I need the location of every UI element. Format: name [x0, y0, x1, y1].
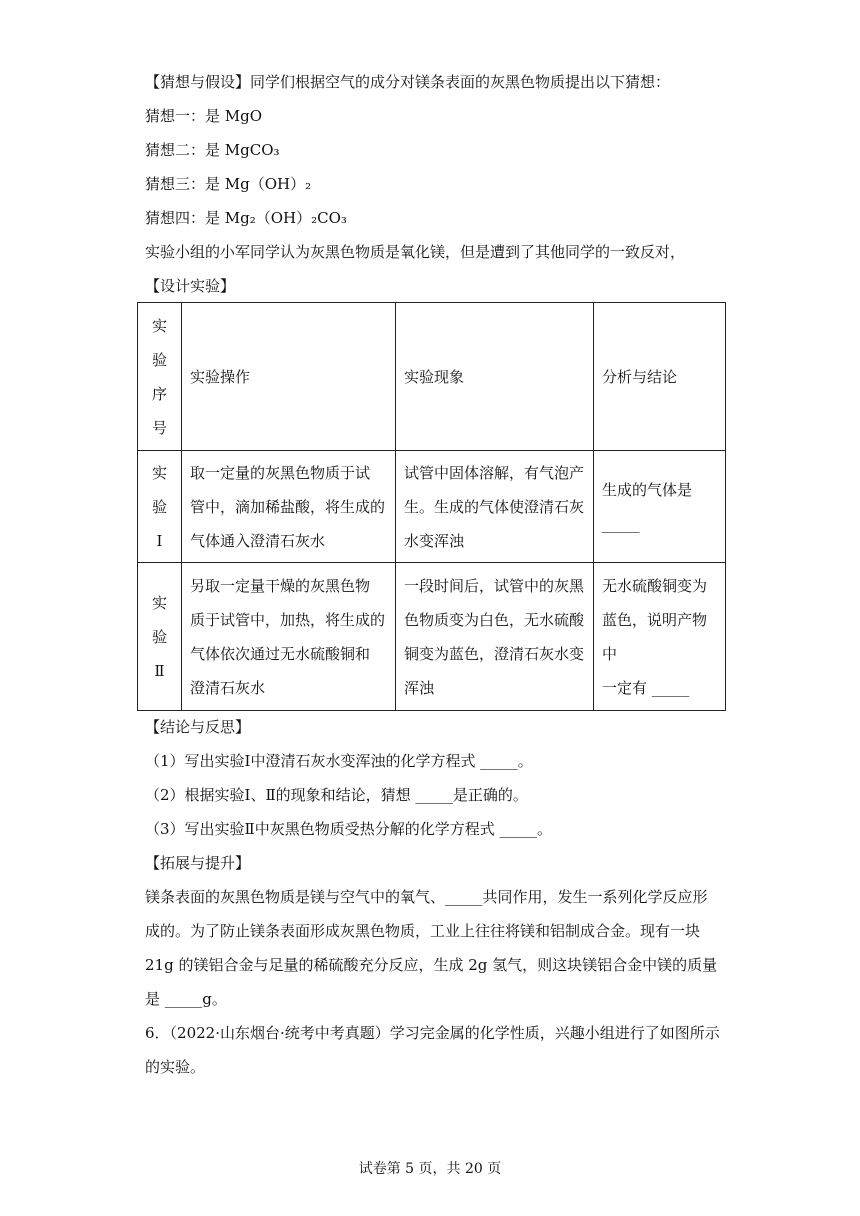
vertical-text-char: Ⅱ — [154, 661, 165, 680]
extension-line: 镁条表面的灰黑色物质是镁与空气中的氧气、_____共同作用，发生一系列化学反应形 — [145, 888, 708, 906]
hypothesis-header: 【猜想与假设】同学们根据空气的成分对镁条表面的灰黑色物质提出以下猜想： — [145, 73, 671, 91]
objection-text: 实验小组的小军同学认为灰黑色物质是氧化镁，但是遭到了其他同学的一致反对， — [145, 243, 686, 261]
page-footer: 试卷第 5 页，共 20 页 — [358, 1161, 502, 1177]
guess-formula: MgO — [224, 107, 263, 125]
vertical-text-char: Ⅰ — [156, 531, 163, 550]
table-row — [138, 563, 726, 711]
guess-2 — [145, 140, 280, 160]
question-1: （1）写出实验Ⅰ中澄清石灰水变浑浊的化学方程式 _____。 — [145, 752, 533, 770]
cell-line: 铜变为蓝色，澄清石灰水变 — [404, 644, 585, 663]
row-id-cell — [138, 563, 182, 711]
extension-line: 21g 的镁铝合金与足量的稀硫酸充分反应，生成 2g 氢气，则这块镁铝合金中镁的质量 — [145, 956, 718, 974]
guess-formula: Mg₂（OH）₂CO₃ — [224, 209, 347, 227]
operation-cell — [182, 451, 396, 563]
guess-label: 猜想三：是 — [145, 175, 225, 193]
header-cell-operation: 实验操作 — [182, 303, 396, 451]
guess-label: 猜想二：是 — [145, 141, 225, 159]
cell-line: 管中，滴加稀盐酸，将生成的 — [190, 497, 386, 516]
next-question-line: 的实验。 — [145, 1058, 206, 1076]
vertical-text-char: 验 — [151, 350, 167, 369]
row-id-cell — [138, 451, 182, 563]
extension-header: 【拓展与提升】 — [145, 854, 251, 872]
guess-3 — [145, 174, 311, 194]
cell-line: 质于试管中，加热，将生成的 — [190, 610, 386, 629]
phenomenon-cell — [396, 451, 594, 563]
guess-4 — [145, 208, 347, 228]
guess-formula: MgCO₃ — [224, 141, 280, 159]
cell-line: 水变浑浊 — [404, 531, 465, 550]
operation-cell — [182, 563, 396, 711]
cell-line: 试管中固体溶解，有气泡产 — [404, 463, 585, 482]
header-cell-id — [138, 303, 182, 451]
cell-line: 无水硫酸铜变为 — [602, 576, 708, 595]
question-3: （3）写出实验Ⅱ中灰黑色物质受热分解的化学方程式 _____。 — [145, 820, 553, 838]
cell-line: 澄清石灰水 — [190, 678, 266, 697]
cell-line: 取一定量的灰黑色物质于试 — [190, 463, 371, 482]
conclusion-cell — [594, 451, 726, 563]
conclusion-header: 【结论与反思】 — [145, 718, 251, 736]
cell-line: 气体依次通过无水硫酸铜和 — [190, 644, 371, 663]
question-2: （2）根据实验Ⅰ、Ⅱ的现象和结论，猜想 _____是正确的。 — [145, 786, 528, 804]
table-header-row — [138, 303, 726, 451]
extension-line: 成的。为了防止镁条表面形成灰黑色物质，工业上往往将镁和铝制成合金。现有一块 — [145, 922, 701, 940]
header-cell-phenomenon: 实验现象 — [396, 303, 594, 451]
cell-line: 色物质变为白色，无水硫酸 — [404, 610, 585, 629]
extension-line: 是 _____g。 — [145, 990, 227, 1008]
cell-line: 浑浊 — [404, 678, 435, 697]
table-row — [138, 451, 726, 563]
guess-formula: Mg（OH）₂ — [224, 175, 312, 193]
guess-1 — [145, 106, 262, 126]
cell-line: 蓝色，说明产物中 — [602, 610, 708, 663]
header-cell-conclusion: 分析与结论 — [594, 303, 726, 451]
cell-line: 气体通入澄清石灰水 — [190, 531, 326, 550]
conclusion-cell — [594, 563, 726, 711]
cell-line: 一定有 _____ — [602, 678, 690, 697]
vertical-text-char: 实 — [151, 316, 167, 335]
phenomenon-cell — [396, 563, 594, 711]
experiment-table — [137, 302, 726, 711]
vertical-text-char: 验 — [151, 627, 167, 646]
vertical-text-char: 序 — [151, 384, 167, 403]
cell-line: 另取一定量干燥的灰黑色物 — [190, 576, 371, 595]
vertical-text-char: 实 — [151, 463, 167, 482]
guess-label: 猜想一：是 — [145, 107, 225, 125]
cell-line: _____ — [602, 514, 640, 533]
cell-line: 生成的气体是 — [602, 480, 693, 499]
vertical-text-char: 实 — [151, 593, 167, 612]
vertical-text-char: 验 — [151, 497, 167, 516]
guess-label: 猜想四：是 — [145, 209, 225, 227]
next-question-line: 6．（2022·山东烟台·统考中考真题）学习完金属的化学性质，兴趣小组进行了如图所示 — [145, 1024, 720, 1042]
cell-line: 一段时间后，试管中的灰黑 — [404, 576, 585, 595]
cell-line: 生。生成的气体使澄清石灰 — [404, 497, 585, 516]
vertical-text-char: 号 — [151, 418, 167, 437]
design-header: 【设计实验】 — [145, 277, 236, 295]
